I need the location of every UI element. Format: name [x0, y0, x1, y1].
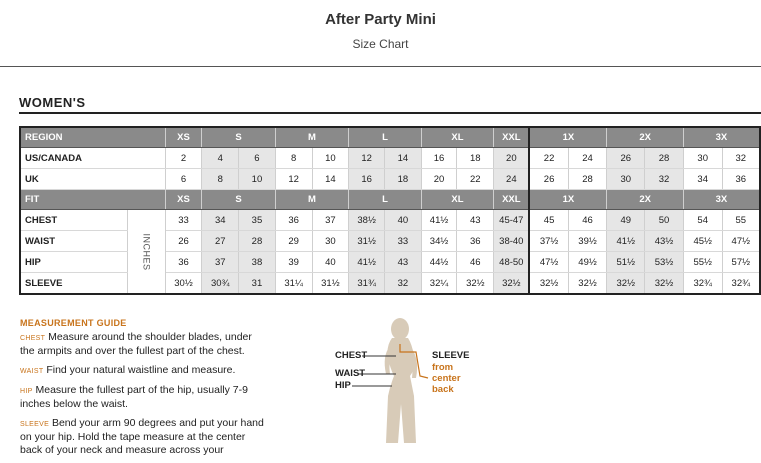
table-cell: 4: [202, 148, 239, 169]
table-cell: 46: [568, 210, 607, 231]
header-label: REGION: [20, 127, 165, 148]
table-cell: 36: [165, 252, 202, 273]
figure-label-sleeve: SLEEVE: [432, 350, 470, 361]
table-cell: 43½: [645, 231, 684, 252]
table-cell: 32½: [457, 273, 494, 295]
table-cell: 31½: [312, 273, 349, 295]
size-group-header: 1X: [529, 190, 606, 210]
table-cell: 22: [457, 169, 494, 190]
table-cell: 18: [385, 169, 422, 190]
table-row: [20, 210, 760, 231]
table-cell: 24: [568, 148, 607, 169]
table-cell: 22: [529, 148, 568, 169]
table-cell: 49½: [568, 252, 607, 273]
size-group-header: 3X: [683, 127, 760, 148]
guide-title: MEASUREMENT GUIDE: [20, 318, 127, 328]
table-cell: 18: [457, 148, 494, 169]
table-cell: 31: [239, 273, 276, 295]
guide-text: Measure the fullest part of the hip, usually 7-9 inches below the waist.: [20, 384, 248, 410]
table-cell: 26: [607, 148, 645, 169]
table-cell: 55: [722, 210, 760, 231]
row-label: SLEEVE: [20, 273, 127, 295]
table-cell: 38-40: [494, 231, 530, 252]
size-group-header: 3X: [683, 190, 760, 210]
table-cell: 54: [683, 210, 722, 231]
table-cell: 30¾: [202, 273, 239, 295]
table-cell: 27: [202, 231, 239, 252]
table-cell: 38: [239, 252, 276, 273]
table-cell: 32½: [568, 273, 607, 295]
table-cell: 43: [385, 252, 422, 273]
table-cell: 45-47: [494, 210, 530, 231]
table-cell: 32¼: [421, 273, 457, 295]
table-cell: 36: [722, 169, 760, 190]
table-row: [20, 169, 760, 190]
table-cell: 41½: [421, 210, 457, 231]
table-cell: 10: [239, 169, 276, 190]
table-cell: 37½: [529, 231, 568, 252]
guide-text: Bend your arm 90 degrees and put your hand on your hip. Hold the tape measure at the center back of your neck and measure across your: [20, 417, 264, 456]
table-cell: 34½: [421, 231, 457, 252]
table-cell: 32¾: [683, 273, 722, 295]
table-cell: 32½: [494, 273, 530, 295]
unit-label: [127, 210, 165, 295]
table-cell: 12: [275, 169, 312, 190]
guide-term: SLEEVE: [20, 421, 50, 428]
table-cell: 26: [529, 169, 568, 190]
table-cell: 26: [165, 231, 202, 252]
size-group-header: M: [275, 127, 349, 148]
table-cell: 32: [385, 273, 422, 295]
section-divider: [19, 112, 761, 114]
guide-chest: [20, 331, 265, 358]
measurement-figure: [330, 316, 500, 443]
size-group-header: XL: [421, 190, 494, 210]
table-cell: 37: [312, 210, 349, 231]
row-label: CHEST: [20, 210, 127, 231]
table-cell: 14: [385, 148, 422, 169]
size-group-header: S: [202, 127, 275, 148]
guide-sleeve: [20, 417, 265, 457]
table-cell: 16: [421, 148, 457, 169]
unit-text: INCHES: [141, 232, 152, 271]
guide-text: Measure around the shoulder blades, under the armpits and over the fullest part of the chest.: [20, 331, 252, 357]
table-cell: 28: [645, 148, 684, 169]
guide-term: CHEST: [20, 335, 46, 342]
size-group-header: XL: [421, 127, 494, 148]
table-cell: 31½: [349, 231, 385, 252]
table-cell: 30½: [165, 273, 202, 295]
table-cell: 16: [349, 169, 385, 190]
figure-label-chest: CHEST: [335, 350, 368, 361]
size-group-header: XS: [165, 190, 202, 210]
table-cell: 32¾: [722, 273, 760, 295]
table-cell: 14: [312, 169, 349, 190]
table-cell: 32: [645, 169, 684, 190]
figure-label-hip: HIP: [335, 380, 351, 391]
table-cell: 38½: [349, 210, 385, 231]
table-cell: 33: [165, 210, 202, 231]
row-label: US/CANADA: [20, 148, 165, 169]
table-cell: 44½: [421, 252, 457, 273]
table-cell: 6: [239, 148, 276, 169]
size-group-header: XXL: [494, 127, 530, 148]
guide-text: Find your natural waistline and measure.: [46, 364, 236, 376]
measurement-guide: [20, 317, 265, 463]
table-cell: 31¾: [349, 273, 385, 295]
table-cell: 6: [165, 169, 202, 190]
table-cell: 55½: [683, 252, 722, 273]
table-cell: 39½: [568, 231, 607, 252]
table-cell: 35: [239, 210, 276, 231]
table-cell: 36: [457, 231, 494, 252]
table-cell: 45: [529, 210, 568, 231]
size-chart-table: [19, 126, 761, 295]
table-cell: 34: [202, 210, 239, 231]
table-cell: 28: [239, 231, 276, 252]
size-group-header: L: [349, 190, 421, 210]
page-subtitle: Size Chart: [352, 37, 409, 51]
table-cell: 10: [312, 148, 349, 169]
table-cell: 2: [165, 148, 202, 169]
header-label: FIT: [20, 190, 165, 210]
table-cell: 32½: [607, 273, 645, 295]
table-cell: 32½: [645, 273, 684, 295]
table-row: [20, 148, 760, 169]
guide-term: WAIST: [20, 368, 44, 375]
table-cell: 20: [494, 148, 530, 169]
table-cell: 8: [275, 148, 312, 169]
row-label: WAIST: [20, 231, 127, 252]
table-cell: 41½: [607, 231, 645, 252]
figure-sleeve-note-2: center: [432, 373, 461, 384]
size-group-header: 2X: [607, 190, 683, 210]
table-cell: 37: [202, 252, 239, 273]
size-group-header: 1X: [529, 127, 606, 148]
table-cell: 30: [312, 231, 349, 252]
figure-sleeve-note-1: from: [432, 362, 454, 373]
region-header-row: [20, 127, 760, 148]
row-label: UK: [20, 169, 165, 190]
table-cell: 50: [645, 210, 684, 231]
table-cell: 46: [457, 252, 494, 273]
table-cell: 40: [312, 252, 349, 273]
table-cell: 28: [568, 169, 607, 190]
row-label: HIP: [20, 252, 127, 273]
guide-waist: [20, 364, 265, 378]
table-cell: 24: [494, 169, 530, 190]
section-title: WOMEN'S: [19, 95, 86, 110]
table-cell: 32: [722, 148, 760, 169]
table-cell: 29: [275, 231, 312, 252]
table-cell: 30: [683, 148, 722, 169]
table-cell: 45½: [683, 231, 722, 252]
table-cell: 31¼: [275, 273, 312, 295]
size-group-header: M: [275, 190, 349, 210]
table-cell: 57½: [722, 252, 760, 273]
table-cell: 32½: [529, 273, 568, 295]
guide-hip: [20, 384, 265, 411]
table-cell: 41½: [349, 252, 385, 273]
table-cell: 12: [349, 148, 385, 169]
fit-header-row: [20, 190, 760, 210]
table-cell: 30: [607, 169, 645, 190]
figure-label-waist: WAIST: [335, 368, 366, 379]
table-cell: 8: [202, 169, 239, 190]
table-cell: 47½: [529, 252, 568, 273]
table-cell: 36: [275, 210, 312, 231]
guide-term: HIP: [20, 388, 33, 395]
table-cell: 39: [275, 252, 312, 273]
table-cell: 48-50: [494, 252, 530, 273]
table-cell: 49: [607, 210, 645, 231]
size-group-header: S: [202, 190, 275, 210]
page-title: After Party Mini: [325, 11, 436, 28]
figure-sleeve-note-3: back: [432, 384, 454, 395]
table-cell: 34: [683, 169, 722, 190]
body-silhouette-icon: [330, 316, 500, 443]
table-cell: 47½: [722, 231, 760, 252]
table-cell: 53½: [645, 252, 684, 273]
table-cell: 33: [385, 231, 422, 252]
size-group-header: XXL: [494, 190, 530, 210]
size-group-header: L: [349, 127, 421, 148]
size-group-header: 2X: [607, 127, 683, 148]
header-divider: [0, 66, 761, 67]
table-cell: 51½: [607, 252, 645, 273]
table-cell: 43: [457, 210, 494, 231]
table-cell: 40: [385, 210, 422, 231]
table-cell: 20: [421, 169, 457, 190]
size-group-header: XS: [165, 127, 202, 148]
